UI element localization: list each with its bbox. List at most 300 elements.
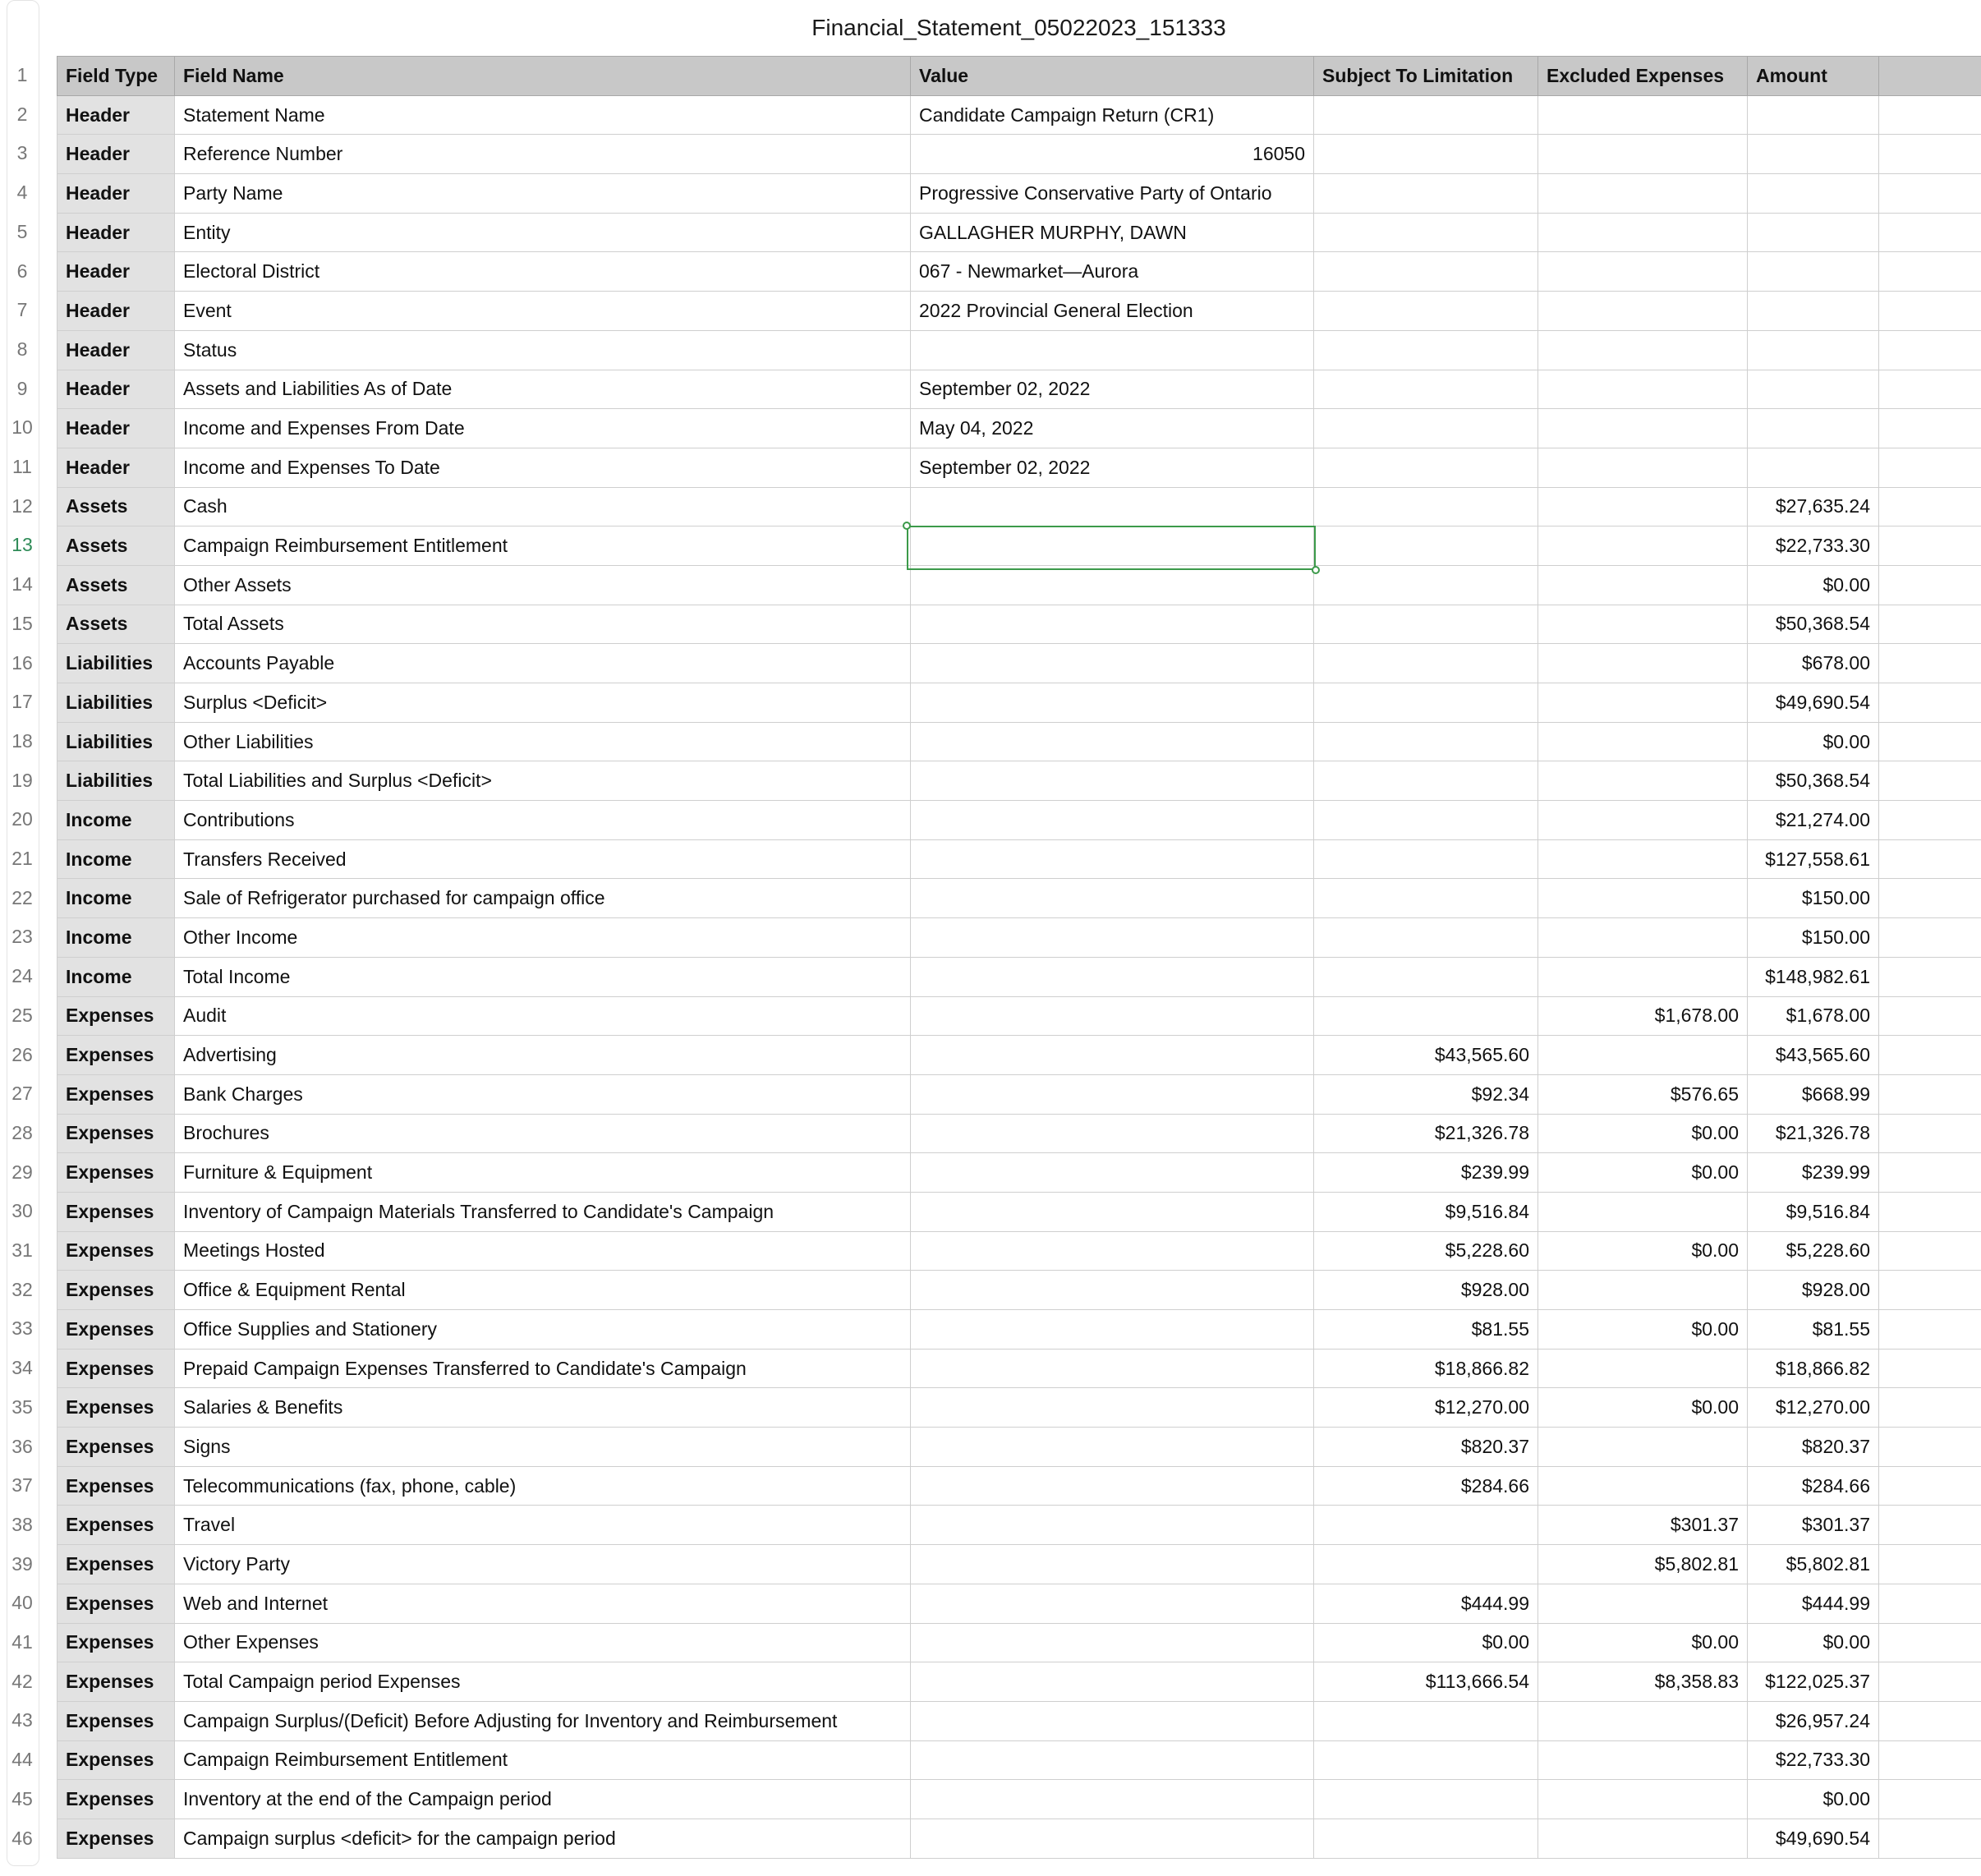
excluded-expenses-cell[interactable] <box>1538 526 1748 566</box>
empty-cell[interactable] <box>1879 683 1981 723</box>
empty-cell[interactable] <box>1879 1114 1981 1153</box>
column-header-field-type[interactable]: Field Type <box>57 57 175 96</box>
amount-cell[interactable] <box>1748 292 1879 331</box>
empty-cell[interactable] <box>1879 95 1981 135</box>
amount-cell[interactable]: $18,866.82 <box>1748 1349 1879 1388</box>
empty-cell[interactable] <box>1879 448 1981 487</box>
empty-cell[interactable] <box>1879 1780 1981 1819</box>
value-cell[interactable] <box>911 1192 1314 1231</box>
amount-cell[interactable]: $43,565.60 <box>1748 1036 1879 1075</box>
row-number[interactable]: 34 <box>11 1357 33 1379</box>
value-cell[interactable]: GALLAGHER MURPHY, DAWN <box>911 213 1314 252</box>
empty-cell[interactable] <box>1879 487 1981 526</box>
field-type-cell[interactable]: Header <box>57 213 175 252</box>
row-number[interactable]: 33 <box>11 1317 33 1340</box>
excluded-expenses-cell[interactable] <box>1538 1466 1748 1506</box>
row-number[interactable]: 15 <box>11 612 33 634</box>
amount-cell[interactable]: $0.00 <box>1748 565 1879 605</box>
subject-to-limitation-cell[interactable] <box>1314 95 1538 135</box>
field-name-cell[interactable]: Income and Expenses From Date <box>175 409 911 448</box>
row-number[interactable]: 35 <box>11 1396 33 1418</box>
value-cell[interactable] <box>911 330 1314 370</box>
field-name-cell[interactable]: Assets and Liabilities As of Date <box>175 370 911 409</box>
amount-cell[interactable] <box>1748 409 1879 448</box>
amount-cell[interactable] <box>1748 135 1879 174</box>
value-cell[interactable] <box>911 1388 1314 1428</box>
excluded-expenses-cell[interactable] <box>1538 1701 1748 1740</box>
amount-cell[interactable] <box>1748 448 1879 487</box>
value-cell[interactable]: September 02, 2022 <box>911 448 1314 487</box>
field-type-cell[interactable]: Assets <box>57 526 175 566</box>
row-number[interactable]: 37 <box>11 1474 33 1497</box>
excluded-expenses-cell[interactable] <box>1538 565 1748 605</box>
value-cell[interactable]: September 02, 2022 <box>911 370 1314 409</box>
field-type-cell[interactable]: Expenses <box>57 1192 175 1231</box>
value-cell[interactable] <box>911 1701 1314 1740</box>
row-number[interactable]: 14 <box>11 573 33 595</box>
field-type-cell[interactable]: Expenses <box>57 1780 175 1819</box>
row-number[interactable]: 28 <box>11 1121 33 1143</box>
amount-cell[interactable]: $678.00 <box>1748 644 1879 683</box>
empty-cell[interactable] <box>1879 1388 1981 1428</box>
column-header-value[interactable]: Value <box>911 57 1314 96</box>
amount-cell[interactable]: $9,516.84 <box>1748 1192 1879 1231</box>
subject-to-limitation-cell[interactable]: $0.00 <box>1314 1623 1538 1662</box>
amount-cell[interactable]: $21,326.78 <box>1748 1114 1879 1153</box>
subject-to-limitation-cell[interactable] <box>1314 370 1538 409</box>
excluded-expenses-cell[interactable]: $0.00 <box>1538 1231 1748 1271</box>
excluded-expenses-cell[interactable] <box>1538 135 1748 174</box>
subject-to-limitation-cell[interactable] <box>1314 879 1538 918</box>
subject-to-limitation-cell[interactable] <box>1314 918 1538 958</box>
empty-cell[interactable] <box>1879 526 1981 566</box>
subject-to-limitation-cell[interactable] <box>1314 330 1538 370</box>
subject-to-limitation-cell[interactable] <box>1314 1545 1538 1584</box>
subject-to-limitation-cell[interactable] <box>1314 761 1538 801</box>
excluded-expenses-cell[interactable] <box>1538 330 1748 370</box>
row-number[interactable]: 16 <box>11 651 33 674</box>
subject-to-limitation-cell[interactable] <box>1314 722 1538 761</box>
column-header-amount[interactable]: Amount <box>1748 57 1879 96</box>
empty-cell[interactable] <box>1879 565 1981 605</box>
subject-to-limitation-cell[interactable]: $239.99 <box>1314 1153 1538 1193</box>
value-cell[interactable] <box>911 1545 1314 1584</box>
row-number[interactable]: 9 <box>16 377 28 399</box>
subject-to-limitation-cell[interactable] <box>1314 1819 1538 1858</box>
amount-cell[interactable]: $12,270.00 <box>1748 1388 1879 1428</box>
amount-cell[interactable]: $150.00 <box>1748 879 1879 918</box>
value-cell[interactable]: 16050 <box>911 135 1314 174</box>
empty-cell[interactable] <box>1879 1584 1981 1623</box>
excluded-expenses-cell[interactable]: $0.00 <box>1538 1623 1748 1662</box>
subject-to-limitation-cell[interactable]: $43,565.60 <box>1314 1036 1538 1075</box>
field-name-cell[interactable]: Income and Expenses To Date <box>175 448 911 487</box>
empty-cell[interactable] <box>1879 252 1981 292</box>
field-type-cell[interactable]: Header <box>57 174 175 214</box>
field-name-cell[interactable]: Advertising <box>175 1036 911 1075</box>
excluded-expenses-cell[interactable]: $1,678.00 <box>1538 996 1748 1036</box>
subject-to-limitation-cell[interactable] <box>1314 252 1538 292</box>
empty-cell[interactable] <box>1879 213 1981 252</box>
value-cell[interactable] <box>911 1310 1314 1350</box>
field-type-cell[interactable]: Income <box>57 918 175 958</box>
empty-cell[interactable] <box>1879 839 1981 879</box>
excluded-expenses-cell[interactable] <box>1538 370 1748 409</box>
value-cell[interactable]: Progressive Conservative Party of Ontario <box>911 174 1314 214</box>
field-type-cell[interactable]: Liabilities <box>57 644 175 683</box>
row-number[interactable]: 5 <box>16 220 28 242</box>
empty-cell[interactable] <box>1879 370 1981 409</box>
empty-cell[interactable] <box>1879 801 1981 840</box>
amount-cell[interactable]: $50,368.54 <box>1748 605 1879 644</box>
amount-cell[interactable]: $148,982.61 <box>1748 957 1879 996</box>
row-number[interactable]: 30 <box>11 1200 33 1222</box>
value-cell[interactable] <box>911 565 1314 605</box>
amount-cell[interactable]: $49,690.54 <box>1748 683 1879 723</box>
value-cell[interactable] <box>911 761 1314 801</box>
value-cell[interactable] <box>911 1466 1314 1506</box>
excluded-expenses-cell[interactable] <box>1538 722 1748 761</box>
subject-to-limitation-cell[interactable]: $21,326.78 <box>1314 1114 1538 1153</box>
field-type-cell[interactable]: Header <box>57 370 175 409</box>
amount-cell[interactable] <box>1748 370 1879 409</box>
selection-handle-top-left[interactable] <box>903 522 911 530</box>
row-number[interactable]: 6 <box>16 260 28 282</box>
field-type-cell[interactable]: Expenses <box>57 1506 175 1545</box>
subject-to-limitation-cell[interactable] <box>1314 1740 1538 1780</box>
empty-cell[interactable] <box>1879 1036 1981 1075</box>
empty-cell[interactable] <box>1879 135 1981 174</box>
value-cell[interactable] <box>911 1428 1314 1467</box>
subject-to-limitation-cell[interactable] <box>1314 448 1538 487</box>
row-number[interactable]: 2 <box>16 103 28 125</box>
field-name-cell[interactable]: Event <box>175 292 911 331</box>
value-cell[interactable] <box>911 1231 1314 1271</box>
subject-to-limitation-cell[interactable] <box>1314 213 1538 252</box>
field-name-cell[interactable]: Total Assets <box>175 605 911 644</box>
excluded-expenses-cell[interactable] <box>1538 95 1748 135</box>
field-type-cell[interactable]: Header <box>57 448 175 487</box>
excluded-expenses-cell[interactable] <box>1538 1584 1748 1623</box>
value-cell[interactable] <box>911 1036 1314 1075</box>
excluded-expenses-cell[interactable] <box>1538 1740 1748 1780</box>
value-cell[interactable] <box>911 1271 1314 1310</box>
amount-cell[interactable]: $0.00 <box>1748 1780 1879 1819</box>
row-number[interactable]: 11 <box>12 456 32 477</box>
empty-cell[interactable] <box>1879 1349 1981 1388</box>
field-type-cell[interactable]: Header <box>57 292 175 331</box>
subject-to-limitation-cell[interactable]: $113,666.54 <box>1314 1662 1538 1702</box>
amount-cell[interactable]: $49,690.54 <box>1748 1819 1879 1858</box>
excluded-expenses-cell[interactable] <box>1538 879 1748 918</box>
row-number[interactable]: 20 <box>11 808 33 830</box>
amount-cell[interactable]: $820.37 <box>1748 1428 1879 1467</box>
field-name-cell[interactable]: Prepaid Campaign Expenses Transferred to Candidate's Campaign <box>175 1349 911 1388</box>
field-type-cell[interactable]: Expenses <box>57 1584 175 1623</box>
amount-cell[interactable]: $22,733.30 <box>1748 526 1879 566</box>
row-number[interactable]: 13 <box>11 534 33 556</box>
excluded-expenses-cell[interactable] <box>1538 409 1748 448</box>
field-name-cell[interactable]: Meetings Hosted <box>175 1231 911 1271</box>
excluded-expenses-cell[interactable]: $0.00 <box>1538 1114 1748 1153</box>
column-header-subject-to-limitation[interactable]: Subject To Limitation <box>1314 57 1538 96</box>
empty-cell[interactable] <box>1879 1428 1981 1467</box>
row-number[interactable]: 23 <box>11 926 33 948</box>
subject-to-limitation-cell[interactable]: $284.66 <box>1314 1466 1538 1506</box>
field-type-cell[interactable]: Expenses <box>57 1153 175 1193</box>
field-name-cell[interactable]: Statement Name <box>175 95 911 135</box>
field-name-cell[interactable]: Inventory at the end of the Campaign period <box>175 1780 911 1819</box>
row-number[interactable]: 26 <box>11 1043 33 1065</box>
value-cell[interactable] <box>911 1349 1314 1388</box>
value-cell[interactable]: 067 - Newmarket—Aurora <box>911 252 1314 292</box>
excluded-expenses-cell[interactable] <box>1538 1428 1748 1467</box>
value-cell[interactable] <box>911 1819 1314 1858</box>
excluded-expenses-cell[interactable]: $576.65 <box>1538 1074 1748 1114</box>
subject-to-limitation-cell[interactable] <box>1314 801 1538 840</box>
subject-to-limitation-cell[interactable] <box>1314 996 1538 1036</box>
row-number[interactable]: 4 <box>16 182 28 204</box>
empty-cell[interactable] <box>1879 605 1981 644</box>
excluded-expenses-cell[interactable] <box>1538 174 1748 214</box>
row-number[interactable]: 36 <box>11 1435 33 1457</box>
value-cell[interactable] <box>911 1780 1314 1819</box>
field-type-cell[interactable]: Header <box>57 252 175 292</box>
field-type-cell[interactable]: Expenses <box>57 1623 175 1662</box>
excluded-expenses-cell[interactable] <box>1538 839 1748 879</box>
subject-to-limitation-cell[interactable]: $820.37 <box>1314 1428 1538 1467</box>
subject-to-limitation-cell[interactable] <box>1314 487 1538 526</box>
amount-cell[interactable]: $284.66 <box>1748 1466 1879 1506</box>
row-number[interactable]: 1 <box>16 64 28 85</box>
excluded-expenses-cell[interactable]: $5,802.81 <box>1538 1545 1748 1584</box>
field-name-cell[interactable]: Furniture & Equipment <box>175 1153 911 1193</box>
field-type-cell[interactable]: Expenses <box>57 1271 175 1310</box>
field-type-cell[interactable]: Expenses <box>57 1701 175 1740</box>
row-number[interactable]: 43 <box>11 1709 33 1731</box>
field-name-cell[interactable]: Total Income <box>175 957 911 996</box>
excluded-expenses-cell[interactable] <box>1538 1036 1748 1075</box>
field-type-cell[interactable]: Expenses <box>57 1231 175 1271</box>
row-number[interactable]: 7 <box>16 299 28 321</box>
subject-to-limitation-cell[interactable] <box>1314 292 1538 331</box>
excluded-expenses-cell[interactable]: $8,358.83 <box>1538 1662 1748 1702</box>
amount-cell[interactable]: $150.00 <box>1748 918 1879 958</box>
empty-cell[interactable] <box>1879 1192 1981 1231</box>
field-name-cell[interactable]: Contributions <box>175 801 911 840</box>
empty-cell[interactable] <box>1879 330 1981 370</box>
field-name-cell[interactable]: Other Assets <box>175 565 911 605</box>
value-cell[interactable] <box>911 1662 1314 1702</box>
subject-to-limitation-cell[interactable] <box>1314 605 1538 644</box>
field-type-cell[interactable]: Expenses <box>57 1662 175 1702</box>
subject-to-limitation-cell[interactable] <box>1314 135 1538 174</box>
value-cell[interactable] <box>911 839 1314 879</box>
field-type-cell[interactable]: Expenses <box>57 1428 175 1467</box>
amount-cell[interactable]: $928.00 <box>1748 1271 1879 1310</box>
field-name-cell[interactable]: Accounts Payable <box>175 644 911 683</box>
empty-cell[interactable] <box>1879 761 1981 801</box>
value-cell[interactable] <box>911 996 1314 1036</box>
excluded-expenses-cell[interactable]: $0.00 <box>1538 1388 1748 1428</box>
field-name-cell[interactable]: Web and Internet <box>175 1584 911 1623</box>
subject-to-limitation-cell[interactable] <box>1314 409 1538 448</box>
value-cell[interactable] <box>911 1153 1314 1193</box>
empty-cell[interactable] <box>1879 174 1981 214</box>
field-type-cell[interactable]: Expenses <box>57 1819 175 1858</box>
empty-cell[interactable] <box>1879 1506 1981 1545</box>
row-number[interactable]: 27 <box>11 1083 33 1105</box>
amount-cell[interactable] <box>1748 174 1879 214</box>
field-type-cell[interactable]: Expenses <box>57 1036 175 1075</box>
value-cell[interactable] <box>911 487 1314 526</box>
empty-cell[interactable] <box>1879 918 1981 958</box>
excluded-expenses-cell[interactable] <box>1538 918 1748 958</box>
excluded-expenses-cell[interactable] <box>1538 292 1748 331</box>
excluded-expenses-cell[interactable] <box>1538 448 1748 487</box>
value-cell[interactable] <box>911 1740 1314 1780</box>
row-number[interactable]: 17 <box>11 691 33 713</box>
field-type-cell[interactable]: Liabilities <box>57 683 175 723</box>
value-cell[interactable] <box>911 1074 1314 1114</box>
field-name-cell[interactable]: Victory Party <box>175 1545 911 1584</box>
field-name-cell[interactable]: Transfers Received <box>175 839 911 879</box>
value-cell[interactable] <box>911 957 1314 996</box>
row-number[interactable]: 19 <box>11 769 33 791</box>
field-name-cell[interactable]: Other Expenses <box>175 1623 911 1662</box>
field-type-cell[interactable]: Assets <box>57 487 175 526</box>
excluded-expenses-cell[interactable] <box>1538 683 1748 723</box>
field-name-cell[interactable]: Sale of Refrigerator purchased for campaign office <box>175 879 911 918</box>
amount-cell[interactable]: $5,228.60 <box>1748 1231 1879 1271</box>
empty-cell[interactable] <box>1879 292 1981 331</box>
row-number[interactable]: 8 <box>16 338 28 360</box>
subject-to-limitation-cell[interactable] <box>1314 683 1538 723</box>
row-number[interactable]: 39 <box>11 1552 33 1575</box>
excluded-expenses-cell[interactable] <box>1538 605 1748 644</box>
amount-cell[interactable]: $444.99 <box>1748 1584 1879 1623</box>
amount-cell[interactable] <box>1748 330 1879 370</box>
row-number[interactable]: 22 <box>11 886 33 908</box>
row-number[interactable]: 10 <box>11 416 33 439</box>
excluded-expenses-cell[interactable] <box>1538 487 1748 526</box>
amount-cell[interactable]: $5,802.81 <box>1748 1545 1879 1584</box>
value-cell[interactable] <box>911 1623 1314 1662</box>
empty-cell[interactable] <box>1879 996 1981 1036</box>
row-number[interactable]: 18 <box>11 729 33 752</box>
subject-to-limitation-cell[interactable]: $928.00 <box>1314 1271 1538 1310</box>
field-name-cell[interactable]: Campaign surplus <deficit> for the campaign period <box>175 1819 911 1858</box>
excluded-expenses-cell[interactable] <box>1538 1349 1748 1388</box>
row-number[interactable]: 45 <box>11 1787 33 1809</box>
subject-to-limitation-cell[interactable] <box>1314 174 1538 214</box>
value-cell[interactable] <box>911 1506 1314 1545</box>
empty-cell[interactable] <box>1879 1310 1981 1350</box>
field-type-cell[interactable]: Header <box>57 135 175 174</box>
row-number[interactable]: 29 <box>11 1161 33 1183</box>
field-type-cell[interactable]: Expenses <box>57 1074 175 1114</box>
field-name-cell[interactable]: Telecommunications (fax, phone, cable) <box>175 1466 911 1506</box>
row-number[interactable]: 44 <box>11 1749 33 1771</box>
subject-to-limitation-cell[interactable]: $9,516.84 <box>1314 1192 1538 1231</box>
value-cell[interactable] <box>911 526 1314 566</box>
amount-cell[interactable]: $22,733.30 <box>1748 1740 1879 1780</box>
amount-cell[interactable]: $21,274.00 <box>1748 801 1879 840</box>
row-number[interactable]: 24 <box>11 965 33 987</box>
field-type-cell[interactable]: Expenses <box>57 996 175 1036</box>
value-cell[interactable] <box>911 801 1314 840</box>
field-name-cell[interactable]: Electoral District <box>175 252 911 292</box>
excluded-expenses-cell[interactable]: $0.00 <box>1538 1153 1748 1193</box>
field-name-cell[interactable]: Total Campaign period Expenses <box>175 1662 911 1702</box>
field-name-cell[interactable]: Cash <box>175 487 911 526</box>
amount-cell[interactable]: $26,957.24 <box>1748 1701 1879 1740</box>
value-cell[interactable] <box>911 879 1314 918</box>
excluded-expenses-cell[interactable] <box>1538 644 1748 683</box>
field-type-cell[interactable]: Expenses <box>57 1310 175 1350</box>
excluded-expenses-cell[interactable] <box>1538 1192 1748 1231</box>
amount-cell[interactable]: $50,368.54 <box>1748 761 1879 801</box>
row-number[interactable]: 21 <box>11 848 33 869</box>
empty-cell[interactable] <box>1879 409 1981 448</box>
excluded-expenses-cell[interactable] <box>1538 801 1748 840</box>
field-name-cell[interactable]: Campaign Reimbursement Entitlement <box>175 526 911 566</box>
field-type-cell[interactable]: Expenses <box>57 1466 175 1506</box>
field-name-cell[interactable]: Salaries & Benefits <box>175 1388 911 1428</box>
excluded-expenses-cell[interactable] <box>1538 761 1748 801</box>
field-type-cell[interactable]: Header <box>57 409 175 448</box>
field-name-cell[interactable]: Campaign Surplus/(Deficit) Before Adjusting for Inventory and Reimbursement <box>175 1701 911 1740</box>
row-number[interactable]: 3 <box>16 142 28 164</box>
column-header-blank[interactable] <box>1879 57 1981 96</box>
field-type-cell[interactable]: Expenses <box>57 1388 175 1428</box>
amount-cell[interactable]: $1,678.00 <box>1748 996 1879 1036</box>
amount-cell[interactable] <box>1748 252 1879 292</box>
field-type-cell[interactable]: Expenses <box>57 1349 175 1388</box>
field-type-cell[interactable]: Expenses <box>57 1114 175 1153</box>
subject-to-limitation-cell[interactable] <box>1314 526 1538 566</box>
field-type-cell[interactable]: Header <box>57 330 175 370</box>
empty-cell[interactable] <box>1879 1153 1981 1193</box>
row-number[interactable]: 38 <box>11 1513 33 1535</box>
value-cell[interactable] <box>911 605 1314 644</box>
field-type-cell[interactable]: Income <box>57 879 175 918</box>
field-name-cell[interactable]: Bank Charges <box>175 1074 911 1114</box>
subject-to-limitation-cell[interactable]: $92.34 <box>1314 1074 1538 1114</box>
value-cell[interactable] <box>911 1114 1314 1153</box>
amount-cell[interactable] <box>1748 213 1879 252</box>
subject-to-limitation-cell[interactable] <box>1314 565 1538 605</box>
amount-cell[interactable]: $0.00 <box>1748 1623 1879 1662</box>
empty-cell[interactable] <box>1879 1545 1981 1584</box>
row-number[interactable]: 12 <box>11 494 33 517</box>
amount-cell[interactable]: $668.99 <box>1748 1074 1879 1114</box>
subject-to-limitation-cell[interactable] <box>1314 839 1538 879</box>
value-cell[interactable] <box>911 722 1314 761</box>
field-name-cell[interactable]: Reference Number <box>175 135 911 174</box>
field-name-cell[interactable]: Office Supplies and Stationery <box>175 1310 911 1350</box>
empty-cell[interactable] <box>1879 1623 1981 1662</box>
field-type-cell[interactable]: Liabilities <box>57 722 175 761</box>
subject-to-limitation-cell[interactable] <box>1314 644 1538 683</box>
field-name-cell[interactable]: Signs <box>175 1428 911 1467</box>
field-type-cell[interactable]: Assets <box>57 605 175 644</box>
field-name-cell[interactable]: Brochures <box>175 1114 911 1153</box>
empty-cell[interactable] <box>1879 879 1981 918</box>
subject-to-limitation-cell[interactable]: $12,270.00 <box>1314 1388 1538 1428</box>
empty-cell[interactable] <box>1879 1740 1981 1780</box>
field-name-cell[interactable]: Party Name <box>175 174 911 214</box>
